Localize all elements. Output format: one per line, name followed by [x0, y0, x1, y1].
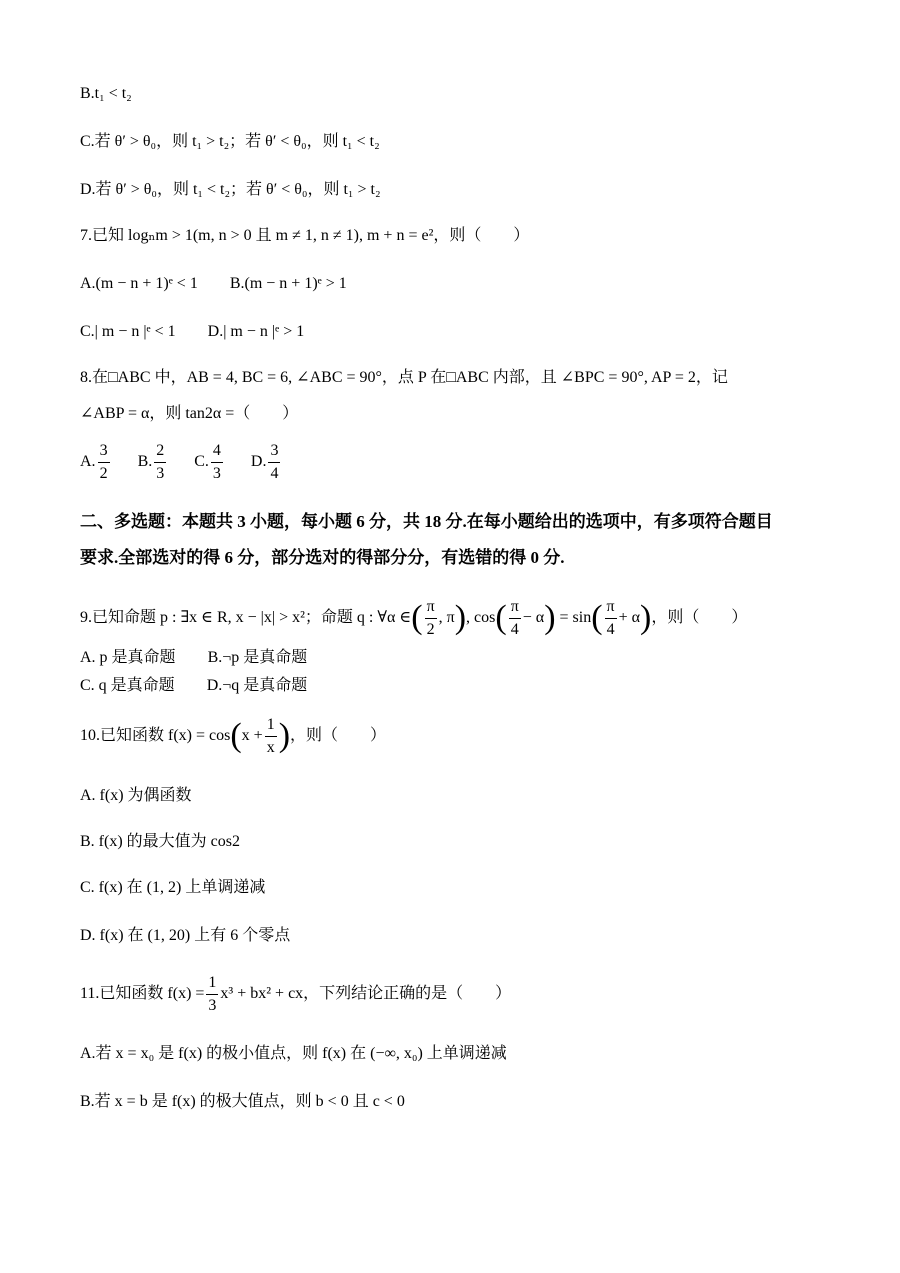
q9-sin-den: 4	[606, 621, 615, 638]
q7-option-d: D.| m − n |ᵉ > 1	[207, 323, 305, 340]
q9-sin-close-paren: )	[640, 599, 652, 637]
q9-cos-num: π	[509, 596, 521, 619]
q11-option-a: A.若 x = x₀ 是 f(x) 的极小值点，则 f(x) 在 (−∞, x₀) 上单调递减	[80, 1045, 507, 1062]
q9-option-c: C. q 是真命题	[80, 677, 175, 694]
q7-stem: 7.已知 logₙm > 1(m, n > 0 且 m ≠ 1, n ≠ 1), m + n = e²，则（ ）	[80, 227, 530, 244]
q9-sin-tail: + α	[618, 609, 641, 627]
q8-option-c-label: C.	[194, 453, 209, 471]
q10-inner: x +	[241, 727, 263, 745]
q8-option-d-num: 3	[268, 440, 280, 463]
q10-option-b: B. f(x) 的最大值为 cos2	[80, 833, 240, 850]
q9-interval-tail: , π	[438, 609, 455, 627]
q10-den: x	[266, 739, 275, 756]
q10-option-a: A. f(x) 为偶函数	[80, 787, 192, 804]
q9-sin-pre: = sin	[559, 609, 592, 627]
section2-heading-line2: 要求.全部选对的得 6 分，部分选对的得部分分，有选错的得 0 分.	[80, 548, 565, 567]
q8-option-c-num: 4	[211, 440, 223, 463]
q7-options-cd	[80, 320, 332, 344]
q7-option-a: A.(m − n + 1)ᵉ < 1	[80, 275, 198, 292]
q10-option-d: D. f(x) 在 (1, 20) 上有 6 个零点	[80, 927, 291, 944]
q8-option-b-den: 3	[156, 465, 165, 482]
q8-option-b	[138, 440, 169, 485]
q8-option-a	[80, 440, 112, 485]
q10-open-paren: (	[230, 717, 242, 755]
q10-close-paren: )	[278, 717, 291, 755]
q11-stem-post: x³ + bx² + cx，下列结论正确的是（ ）	[220, 985, 512, 1003]
q8-option-a-label: A.	[80, 453, 96, 471]
q10-num: 1	[265, 714, 277, 737]
q9-interval-num: π	[425, 596, 437, 619]
q9-stem	[80, 596, 747, 641]
q9-options-ab	[80, 646, 335, 670]
q9-option-d: D.¬q 是真命题	[206, 677, 308, 694]
q6-option-b: B.t₁ < t₂	[80, 85, 132, 102]
q9-interval-den: 2	[426, 621, 435, 638]
q9-sin-num: π	[605, 596, 617, 619]
q9-cos-tail: − α	[522, 609, 545, 627]
q9-options-cd	[80, 674, 335, 698]
q9-cos-pre: , cos	[466, 609, 496, 627]
q8-option-c-den: 3	[212, 465, 221, 482]
q6-option-c: C.若 θ′ > θ₀，则 t₁ > t₂；若 θ′ < θ₀，则 t₁ < t₂	[80, 133, 380, 150]
q11-den: 3	[208, 997, 217, 1014]
q8-option-b-num: 2	[154, 440, 166, 463]
q9-sin-fraction	[605, 596, 617, 641]
q8-stem-line2: ∠ABP = α，则 tan2α =（ ）	[80, 405, 299, 422]
q11-stem-pre: 11.已知函数 f(x) =	[80, 985, 205, 1003]
q8-option-d-den: 4	[270, 465, 279, 482]
q9-cos-den: 4	[510, 621, 519, 638]
q9-cos-open-paren: (	[495, 599, 507, 637]
q10-stem-pre: 10.已知函数 f(x) = cos	[80, 727, 231, 745]
q7-option-b: B.(m − n + 1)ᵉ > 1	[229, 275, 347, 292]
q8-options	[80, 440, 310, 485]
q8-option-b-label: B.	[137, 453, 153, 471]
q10-option-c: C. f(x) 在 (1, 2) 上单调递减	[80, 879, 266, 896]
q9-sin-open-paren: (	[591, 599, 603, 637]
q8-option-d-label: D.	[250, 453, 267, 471]
q10-stem-end: ，则（ ）	[290, 727, 387, 745]
q8-option-c	[194, 440, 225, 485]
q7-option-c: C.| m − n |ᵉ < 1	[80, 323, 176, 340]
q8-option-d-fraction	[268, 440, 280, 485]
q9-stem-end: ，则（ ）	[651, 609, 748, 627]
q7-options-ab	[80, 272, 375, 296]
q11-stem	[80, 972, 511, 1017]
q8-stem-line1: 8.在□ABC 中，AB = 4, BC = 6, ∠ABC = 90°，点 P 在□ABC 内部，且 ∠BPC = 90°, AP = 2，记	[80, 369, 728, 386]
q11-fraction	[206, 972, 218, 1017]
q8-option-a-fraction	[98, 440, 110, 485]
q9-cos-fraction	[509, 596, 521, 641]
q9-interval-fraction	[425, 596, 437, 641]
q8-option-a-den: 2	[99, 465, 108, 482]
q10-stem	[80, 714, 386, 759]
q8-option-d	[251, 440, 283, 485]
q8-option-b-fraction	[154, 440, 166, 485]
q9-stem-pre: 9.已知命题 p : ∃x ∈ R, x − |x| > x²；命题 q : ∀α ∈	[80, 609, 412, 627]
q9-cos-close-paren: )	[544, 599, 556, 637]
q6-option-d: D.若 θ′ > θ₀，则 t₁ < t₂；若 θ′ < θ₀，则 t₁ > t₂	[80, 181, 381, 198]
q10-fraction	[265, 714, 277, 759]
section2-heading-line1: 二、多选题：本题共 3 小题，每小题 6 分，共 18 分.在每小题给出的选项中，有多项符合题目	[80, 512, 773, 531]
q11-num: 1	[206, 972, 218, 995]
q8-option-c-fraction	[211, 440, 223, 485]
q9-interval-close-paren: )	[454, 599, 467, 637]
q9-option-a: A. p 是真命题	[80, 649, 176, 666]
q9-interval-open-paren: (	[411, 599, 423, 637]
q9-option-b: B.¬p 是真命题	[207, 649, 308, 666]
q8-option-a-num: 3	[98, 440, 110, 463]
q11-option-b: B.若 x = b 是 f(x) 的极大值点，则 b < 0 且 c < 0	[80, 1093, 405, 1110]
